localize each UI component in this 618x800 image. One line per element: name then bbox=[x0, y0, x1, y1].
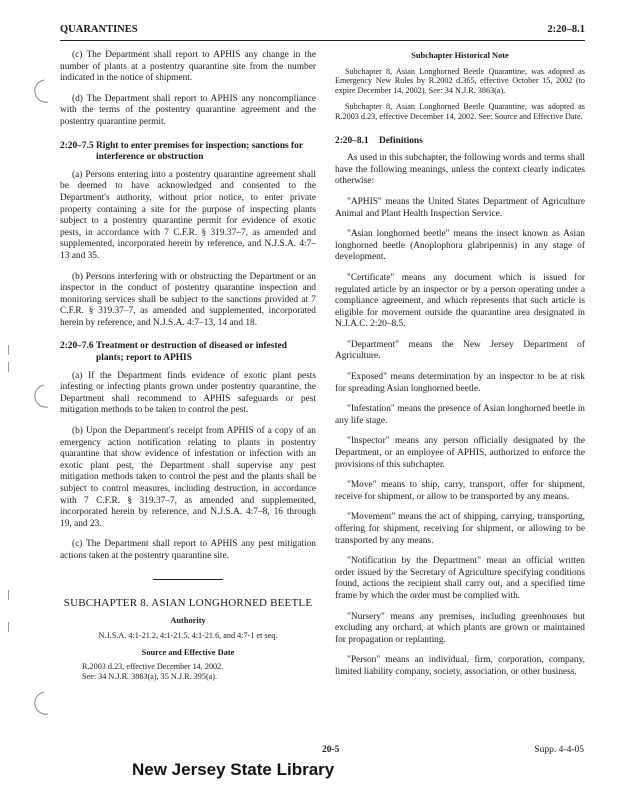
definition: "Exposed" means determination by an inspector to be at risk for spreading Asian longhorned beetle. bbox=[335, 372, 585, 394]
section-title: Right to enter premises for inspection; sanctions for interference or obstruction bbox=[96, 140, 303, 163]
section-heading bbox=[335, 136, 585, 148]
definition: "Move" means to ship, carry, transport, offer for shipment, receive for shipment, or allow to be transported by any means. bbox=[335, 480, 585, 502]
section-number: 2:20–7.6 bbox=[60, 341, 94, 352]
section-heading bbox=[60, 141, 316, 164]
margin-mark bbox=[8, 345, 9, 355]
definition: "APHIS" means the United States Department of Agriculture Animal and Plant Health Inspection Service. bbox=[335, 196, 585, 219]
definition: "Movement" means the act of shipping, carrying, transporting, offering for shipment, receiving for shipment, or allowing to be transported by any means. bbox=[335, 512, 585, 546]
paragraph: (b) Persons interfering with or obstructing the Department or an inspector in the conduct of postentry quarantine inspection and monitoring services shall be subject to the sanctions provided at 7 C.F.R. § 319.37–7, as amended and supplemented, incorporated herein by reference, and N.J.S.A. 4:7–13, 14 and 18. bbox=[60, 271, 316, 328]
definition: "Nursery" means any premises, including greenhouses but excluding any orchard, at which plants are grown or maintained for propagation or replanting. bbox=[335, 611, 585, 645]
section-number: 2:20–7.5 bbox=[60, 140, 94, 151]
paragraph: (c) The Department shall report to APHIS any pest mitigation actions taken at the postentry quarantine site. bbox=[60, 539, 316, 561]
punch-hole-icon bbox=[30, 383, 52, 411]
subchapter-heading: SUBCHAPTER 8. ASIAN LONGHORNED BEETLE bbox=[63, 596, 313, 609]
paragraph: (d) The Department shall report to APHIS any noncompliance with the terms of the postentry quarantine agreement and the postentry quarantine permit. bbox=[60, 93, 316, 127]
paragraph: (a) Persons entering into a postentry quarantine agreement shall be deemed to have acknowledged and consented to the Department's authority, without prior notice, to enter private property containing a site for the purpose of inspecting plants subject to a postentry quarantine permit for evidence of exotic pests, in accordance with 7 C.F.R. § 319.37–7, as amended and supplemented, incorporated herein by reference, and N.J.S.A. 4:7–13 and 35. bbox=[60, 169, 316, 261]
punch-hole-icon bbox=[30, 78, 52, 106]
historical-note: Subchapter 8, Asian Longhorned Beetle Quarantine, was adopted as R.2003 d.23, effective December 14, 2002. See: Source and Effective Date. bbox=[335, 101, 585, 121]
definition: As used in this subchapter, the following words and terms shall have the following meanings, unless the context clearly indicates otherwise: bbox=[335, 153, 585, 187]
definition: "Asian longhorned beetle" means the insect known as Asian longhorned beetle (Anoplophora glabripennis) in any stage of development. bbox=[335, 229, 585, 263]
margin-mark bbox=[8, 362, 9, 372]
source-title: Source and Effective Date bbox=[141, 648, 235, 658]
authority-text: N.J.S.A. 4:1-21.2, 4:1-21.5, 4:1-21.6, and 4:7-1 et seq. bbox=[98, 630, 278, 640]
running-header bbox=[60, 22, 585, 41]
page-number: 20-5 bbox=[322, 745, 340, 755]
section-heading bbox=[60, 341, 316, 364]
margin-mark bbox=[8, 622, 9, 632]
header-section-number: 2:20–8.1 bbox=[547, 24, 585, 35]
right-column bbox=[335, 50, 585, 688]
section-title: Treatment or destruction of diseased or infested plants; report to APHIS bbox=[96, 341, 287, 364]
authority-title: Authority bbox=[170, 616, 206, 626]
source-line: See: 34 N.J.R. 3863(a), 35 N.J.R. 395(a). bbox=[82, 671, 218, 681]
definition: "Notification by the Department" mean an official written order issued by the Secretary of Agriculture specifying conditions found, actions the recipient shall carry out, and a specified time frame by which the order must be complied with. bbox=[335, 556, 585, 601]
section-number: 2:20–8.1 bbox=[335, 135, 369, 146]
punch-hole-icon bbox=[30, 690, 52, 718]
definition: "Infestation" means the presence of Asian longhorned beetle in any life stage. bbox=[335, 404, 585, 426]
historical-note-title: Subchapter Historical Note bbox=[411, 51, 509, 60]
definition: "Person" means an individual, firm, corporation, company, limited liability company, society, association, or other business. bbox=[335, 655, 585, 677]
section-title: Definitions bbox=[379, 135, 423, 146]
header-chapter-title: QUARANTINES bbox=[60, 24, 138, 35]
definition: "Certificate" means any document which is issued for regulated article by an inspector or by a person operating under a compliance agreement, and which represents that such article is eligible for movement outside the quarantine area designated in N.J.A.C. 2:20–8.5. bbox=[335, 272, 585, 330]
supplement-date: Supp. 4-4-05 bbox=[534, 745, 584, 755]
historical-note: Subchapter 8, Asian Longhorned Beetle Quarantine, was adopted as Emergency New Rules by R.2002 d.365, effective October 15, 2002 (to expire December 14, 2002). See: 34 N.J.R. 3863(a). bbox=[335, 66, 585, 96]
left-column bbox=[60, 50, 316, 682]
divider bbox=[153, 579, 223, 580]
source-line: R.2003 d.23, effective December 14, 2002. bbox=[82, 661, 224, 671]
paragraph: (b) Upon the Department's receipt from APHIS of a copy of an emergency action notification relating to plants in postentry quarantine that show evidence of infestation or infection with an exotic plant pest, the Department shall supervise any pest mitigation methods taken to control the pest and the plants shall be subject to control measures, including destruction, in accordance with 7 C.F.R. § 319.37–7, as amended and supplemented, incorporated herein by reference, and N.J.S.A. 4:7–8, 16 through 19, and 23. bbox=[60, 426, 316, 529]
definition: "Department" means the New Jersey Department of Agriculture. bbox=[335, 339, 585, 362]
margin-mark bbox=[8, 590, 9, 600]
paragraph: (c) The Department shall report to APHIS any change in the number of plants at a postentry quarantine site from the number indicated in the notice of shipment. bbox=[60, 50, 316, 84]
library-watermark: New Jersey State Library bbox=[132, 760, 335, 779]
paragraph: (a) If the Department finds evidence of exotic plant pests infesting or infecting plants grown under postentry quarantine, the Department shall recommend to APHIS safeguards or pest mitigation methods to be taken to control the pest. bbox=[60, 370, 316, 416]
definition: "Inspector" means any person officially designated by the Department, or an employee of APHIS, authorized to enforce the provisions of this subchapter. bbox=[335, 436, 585, 470]
